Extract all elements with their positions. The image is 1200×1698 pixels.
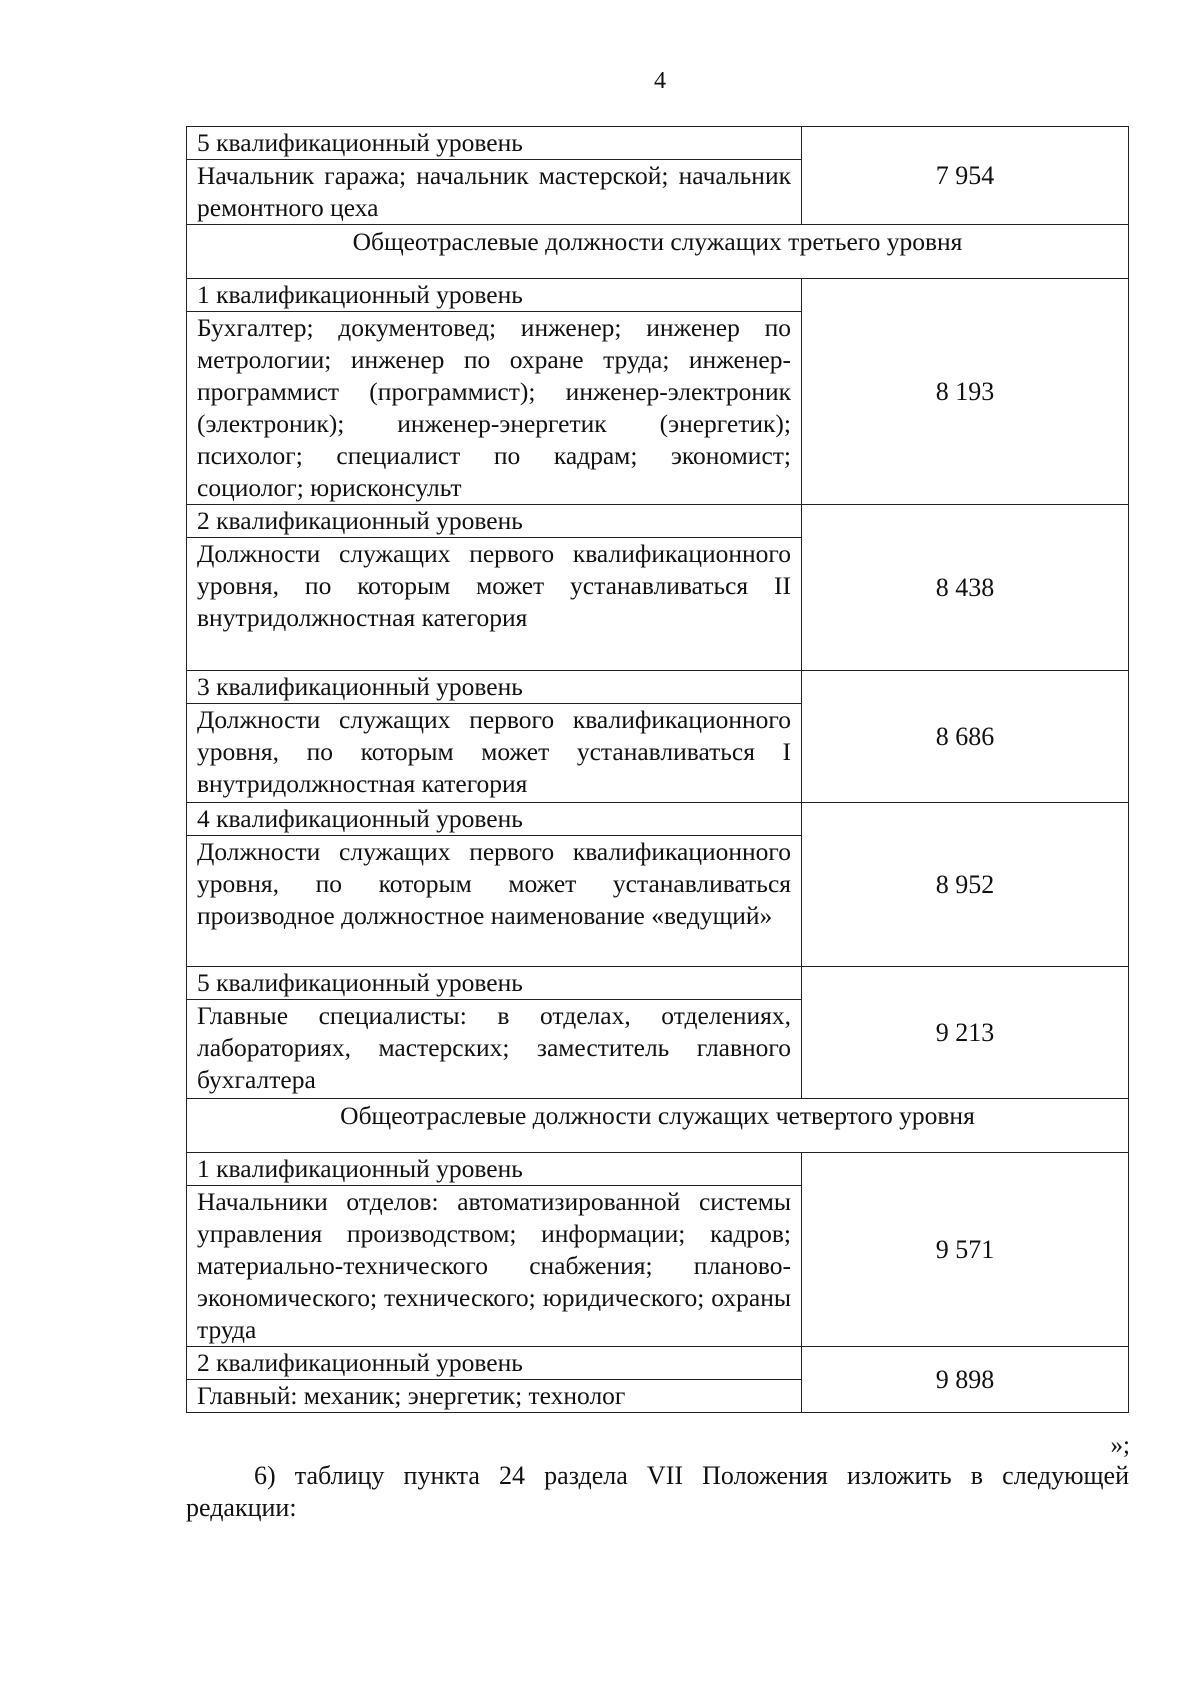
page-number: 4 <box>654 68 666 94</box>
salary-value: 8 686 <box>935 721 995 751</box>
table-row <box>187 278 1128 504</box>
table-row <box>187 670 1128 802</box>
qualification-level: 5 квалификационный уровень <box>187 967 801 1000</box>
position-description: Должности служащих первого квалификационного уровня, по которым может устанавливаться производное должностное наименование «ведущий» <box>197 837 791 930</box>
closing-quote: »; <box>1110 1432 1130 1459</box>
salary-value: 9 571 <box>935 1234 995 1264</box>
salary-value: 9 898 <box>935 1364 995 1394</box>
position-description: Начальник гаража; начальник мастерской; начальник ремонтного цеха <box>197 161 791 222</box>
section-heading: Общеотраслевые должности служащих четвертого уровня <box>187 1098 1128 1152</box>
section-heading: Общеотраслевые должности служащих третьего уровня <box>187 224 1128 278</box>
qualification-level: 5 квалификационный уровень <box>187 127 801 160</box>
position-description: Должности служащих первого квалификационного уровня, по которым может устанавливаться I внутридолжностная категория <box>197 705 791 798</box>
qualification-level: 4 квалификационный уровень <box>187 803 801 836</box>
table-row <box>187 1346 1128 1412</box>
position-description: Главные специалисты: в отделах, отделениях, лабораториях, мастерских; заместитель главного бухгалтера <box>197 1001 791 1094</box>
qualification-level: 1 квалификационный уровень <box>187 1153 801 1186</box>
qualification-level: 2 квалификационный уровень <box>187 505 801 538</box>
salary-value: 8 193 <box>935 376 995 406</box>
table-row <box>187 966 1128 1098</box>
table-row <box>187 504 1128 670</box>
salary-value: 8 438 <box>935 572 995 602</box>
table-row <box>187 127 1128 224</box>
table-row <box>187 802 1128 966</box>
salary-value: 8 952 <box>935 869 995 899</box>
table-row <box>187 1152 1128 1346</box>
qualification-level: 3 квалификационный уровень <box>187 671 801 704</box>
position-description: Начальники отделов: автоматизированной системы управления производством; информации; кадров; материально-технического снабжения; планово-экономического; технического; юридического; охраны труда <box>197 1187 791 1344</box>
position-description: Главный: механик; энергетик; технолог <box>197 1381 626 1410</box>
salary-value: 7 954 <box>935 160 995 190</box>
salary-table <box>186 126 1129 1413</box>
amendment-paragraph: 6) таблицу пункта 24 раздела VII Положения изложить в следующей редакции: <box>186 1461 1129 1522</box>
qualification-level: 2 квалификационный уровень <box>187 1347 801 1380</box>
position-description: Бухгалтер; документовед; инженер; инженер по метрологии; инженер по охране труда; инженер-программист (программист); инженер-электроник (электроник); инженер-энергетик (энергетик); психолог; специалист по кадрам; экономист; социолог; юрисконсульт <box>197 313 791 502</box>
salary-value: 9 213 <box>935 1017 995 1047</box>
position-description: Должности служащих первого квалификационного уровня, по которым может устанавливаться II внутридолжностная категория <box>197 539 791 632</box>
qualification-level: 1 квалификационный уровень <box>187 279 801 312</box>
